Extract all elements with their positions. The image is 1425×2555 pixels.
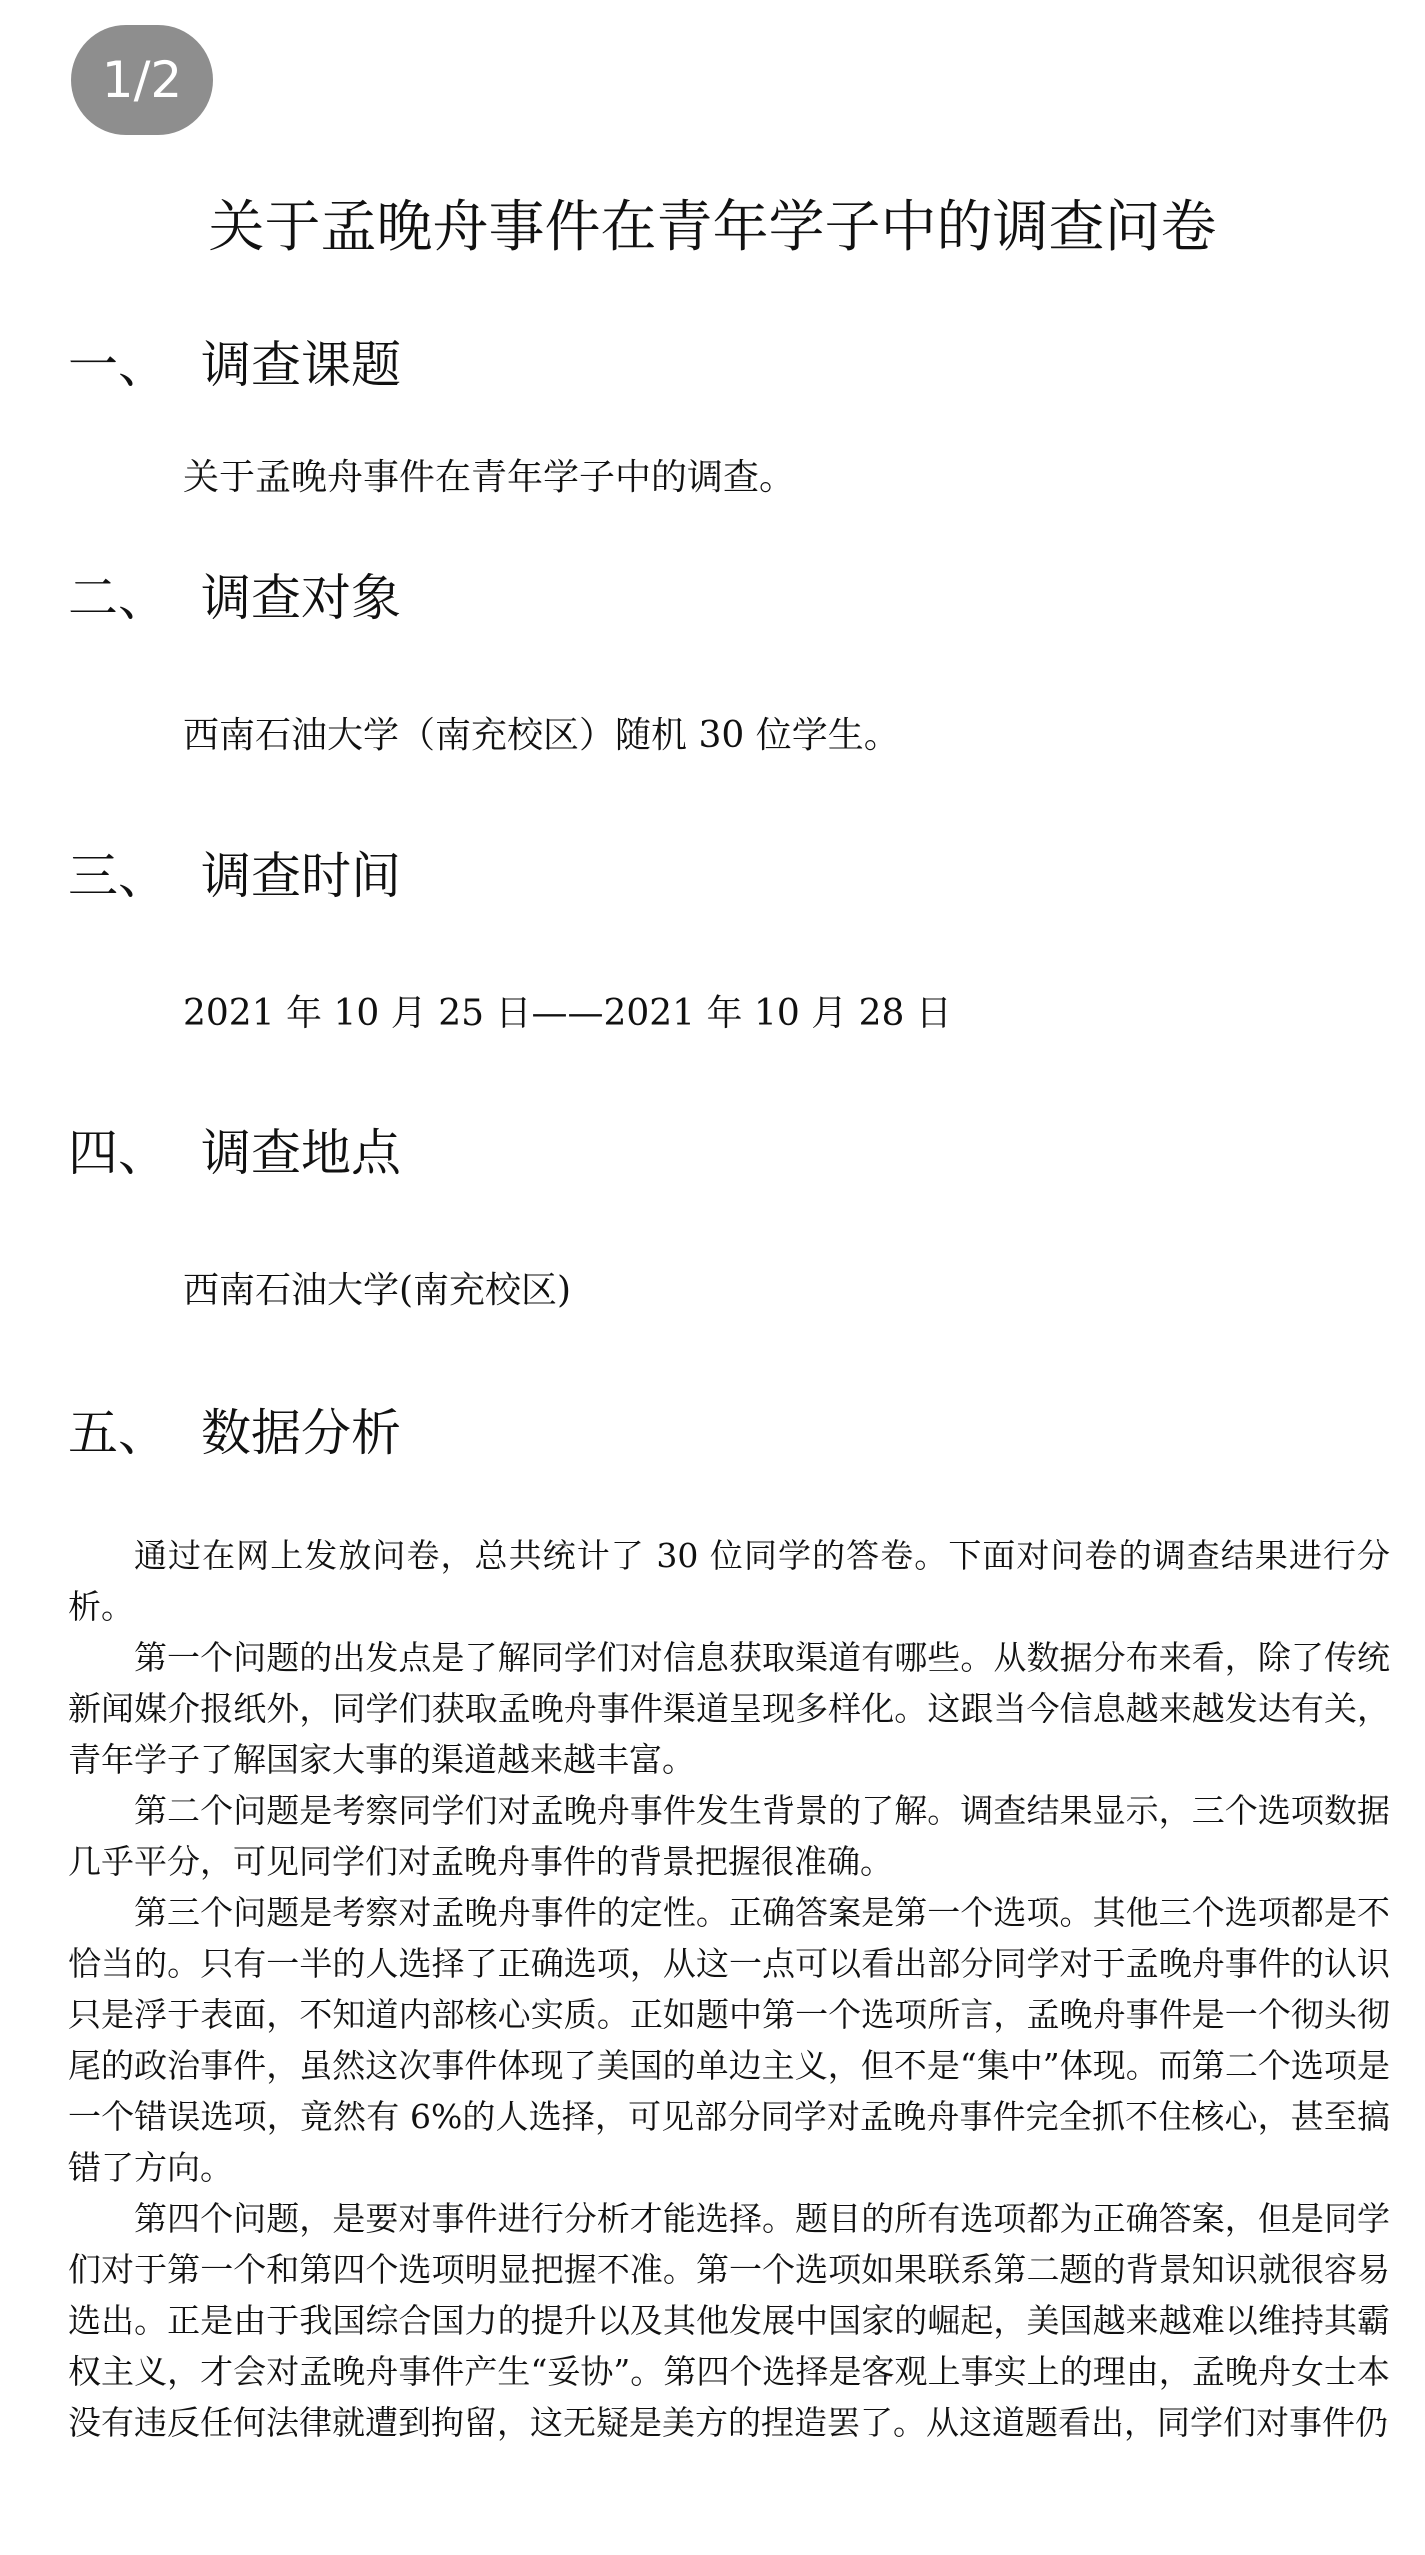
section-heading-1	[68, 330, 401, 400]
section-heading-4	[68, 1118, 401, 1188]
document-title: 关于孟晚舟事件在青年学子中的调查问卷	[208, 195, 1217, 260]
section-number: 四、	[68, 1124, 168, 1182]
page-indicator: 1/2	[71, 25, 213, 135]
section-heading-2	[68, 563, 401, 633]
section-heading-5	[68, 1398, 401, 1468]
section-title: 调查课题	[201, 336, 401, 394]
section-title: 调查时间	[201, 847, 401, 905]
section-title: 调查地点	[201, 1124, 401, 1182]
analysis-paragraph: 第二个问题是考察同学们对孟晚舟事件发生背景的了解。调查结果显示，三个选项数据几乎平分，可见同学们对孟晚舟事件的背景把握很准确。	[68, 1791, 1390, 1881]
section-number: 二、	[68, 569, 168, 627]
section-number: 一、	[68, 336, 168, 394]
analysis-paragraph: 第四个问题，是要对事件进行分析才能选择。题目的所有选项都为正确答案，但是同学们对于第一个和第四个选项明显把握不准。第一个选项如果联系第二题的背景知识就很容易选出。正是由于我国综合国力的提升以及其他发展中国家的崛起，美国越来越难以维持其霸权主义，才会对孟晚舟事件产生“妥协”。第四个选择是客观上事实上的理由，孟晚舟女士本没有违反任何法律就遭到拘留，这无疑是美方的捏造罢了。从这道题看出，同学们对事件仍	[68, 2199, 1390, 2442]
section-number: 五、	[68, 1404, 168, 1462]
section-heading-3	[68, 841, 401, 911]
section-body-1: 关于孟晚舟事件在青年学子中的调查。	[183, 457, 796, 498]
section-body-2: 西南石油大学（南充校区）随机 30 位学生。	[183, 715, 900, 756]
data-analysis-text	[68, 1530, 1390, 2448]
analysis-paragraph: 通过在网上发放问卷，总共统计了 30 位同学的答卷。下面对问卷的调查结果进行分析。	[68, 1536, 1390, 1626]
analysis-paragraph: 第一个问题的出发点是了解同学们对信息获取渠道有哪些。从数据分布来看，除了传统新闻媒介报纸外，同学们获取孟晚舟事件渠道呈现多样化。这跟当今信息越来越发达有关，青年学子了解国家大事的渠道越来越丰富。	[68, 1638, 1390, 1779]
section-title: 调查对象	[201, 569, 401, 627]
section-body-3: 2021 年 10 月 25 日——2021 年 10 月 28 日	[183, 993, 952, 1034]
analysis-paragraph: 第三个问题是考察对孟晚舟事件的定性。正确答案是第一个选项。其他三个选项都是不恰当的。只有一半的人选择了正确选项，从这一点可以看出部分同学对于孟晚舟事件的认识只是浮于表面，不知道内部核心实质。正如题中第一个选项所言，孟晚舟事件是一个彻头彻尾的政治事件，虽然这次事件体现了美国的单边主义，但不是“集中”体现。而第二个选项是一个错误选项，竟然有 6%的人选择，可见部分同学对孟晚舟事件完全抓不住核心，甚至搞错了方向。	[68, 1893, 1390, 2187]
section-title: 数据分析	[201, 1404, 401, 1462]
section-number: 三、	[68, 847, 168, 905]
section-body-4: 西南石油大学(南充校区)	[183, 1270, 572, 1311]
